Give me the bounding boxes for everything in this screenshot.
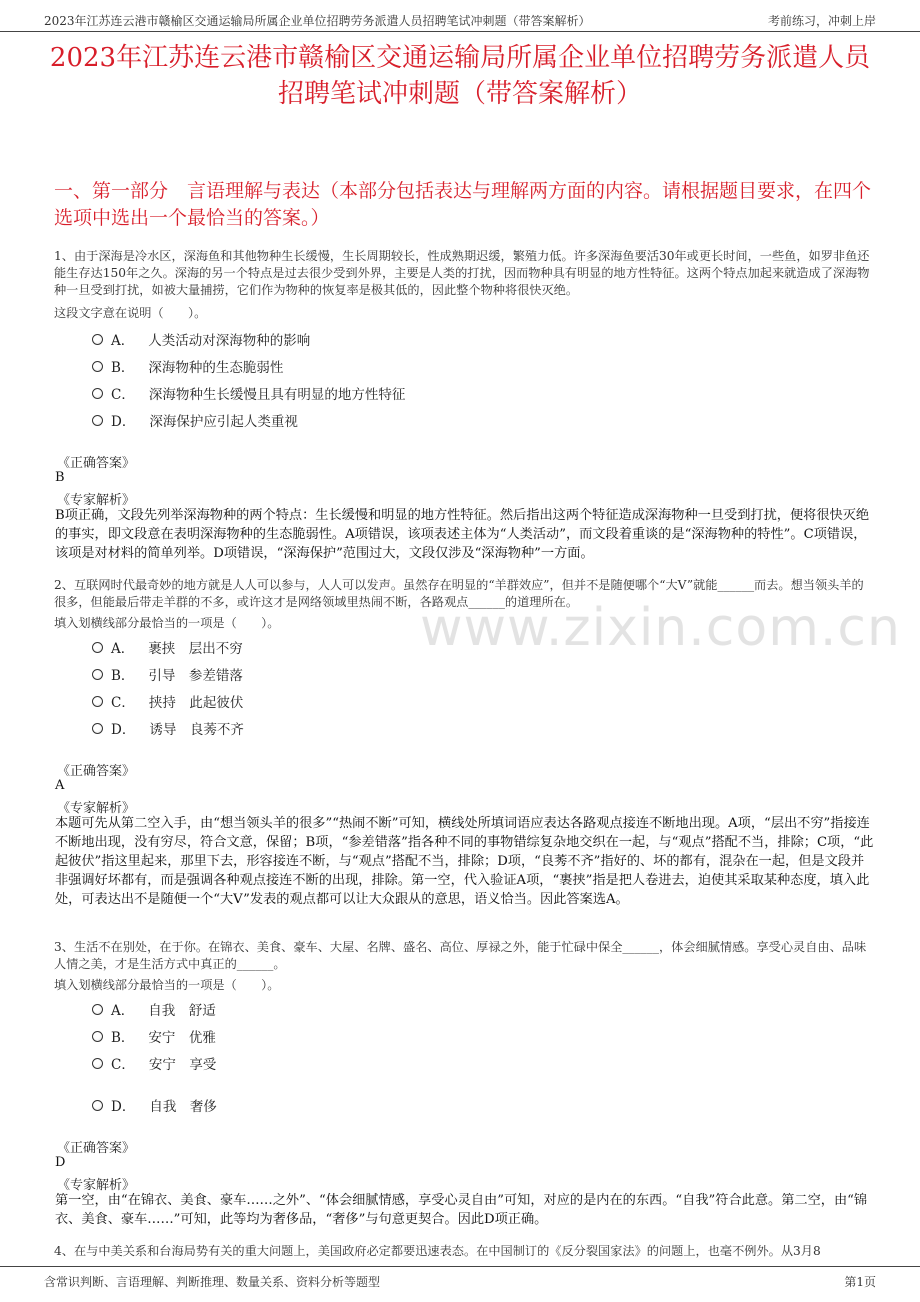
question-1-option-a[interactable]: A． 人类活动对深海物种的影响 [92,329,310,349]
question-3-analysis-label: 《专家解析》 [57,1178,136,1193]
question-1-answer-label: 《正确答案》 [57,456,136,471]
question-2-option-d[interactable]: D． 诱导 良莠不齐 [92,718,244,738]
section-heading: 一、第一部分 言语理解与表达（本部分包括表达与理解两方面的内容。请根据题目要求，在四个选项中选出一个最恰当的答案。） [54,180,872,229]
question-3-option-d[interactable]: D． 自我 奢侈 [92,1095,217,1115]
radio-icon[interactable] [92,415,103,426]
question-3-stem: 3、生活不在别处，在于你。在锦衣、美食、豪车、大屋、名牌、盛名、高位、厚禄之外，能于忙碌中保全______，体会细腻情感。享受心灵自由、品味人情之美，才是生活方式中真正的______。 [54,940,867,971]
question-3-prompt: 填入划横线部分最恰当的一项是（ ）。 [54,978,280,992]
question-3-answer-label: 《正确答案》 [57,1141,136,1156]
radio-icon[interactable] [92,388,103,399]
radio-icon[interactable] [92,696,103,707]
question-2-analysis-label: 《专家解析》 [57,801,136,816]
page-header [0,0,920,32]
header-doc-title: 2023年江苏连云港市赣榆区交通运输局所属企业单位招聘劳务派遣人员招聘笔试冲刺题（带答案解析） [44,14,591,28]
page-footer [0,1266,920,1302]
question-2-option-b[interactable]: B． 引导 参差错落 [92,664,243,684]
question-3-option-a[interactable]: A． 自我 舒适 [92,999,216,1019]
radio-icon[interactable] [92,642,103,653]
question-2-prompt: 填入划横线部分最恰当的一项是（ ）。 [54,616,280,630]
question-3-analysis: 第一空，由“在锦衣、美食、豪车……之外”、“体会细腻情感，享受心灵自由”可知，对应的是内在的东西。“自我”符合此意。第二空，由“锦衣、美食、豪车……”可知，此等均为奢侈品，“奢侈”与句意更契合。因此D项正确。 [55,1193,868,1227]
question-1-stem: 1、由于深海是冷水区，深海鱼和其他物种生长缓慢，生长周期较长，性成熟期迟缓，繁殖力低。许多深海鱼要活30年或更长时间，一些鱼，如罗非鱼还能生存达150年之久。深海的另一个特点是过去很少受到外界，主要是人类的打扰，因而物种具有明显的地方性特征。这两个特点加起来就造成了深海物种一旦受到打扰，如被大量捕捞，它们作为物种的恢复率是极其低的，因此整个物种将很快灭绝。 [54,249,870,297]
radio-icon[interactable] [92,1031,103,1042]
radio-icon[interactable] [92,1100,103,1111]
question-2-answer: A [55,778,65,793]
question-2-answer-label: 《正确答案》 [57,764,136,779]
radio-icon[interactable] [92,1004,103,1015]
radio-icon[interactable] [92,1058,103,1069]
question-3-option-b[interactable]: B． 安宁 优雅 [92,1026,216,1046]
header-slogan: 考前练习，冲刺上岸 [767,14,876,28]
radio-icon[interactable] [92,361,103,372]
radio-icon[interactable] [92,723,103,734]
question-2-option-c[interactable]: C． 挟持 此起彼伏 [92,691,243,711]
question-3-option-c[interactable]: C． 安宁 享受 [92,1053,216,1073]
question-2-analysis: 本题可先从第二空入手，由“想当领头羊的很多”“热闹不断”可知，横线处所填词语应表达各路观点接连不断地出现。A项，“层出不穷”指接连不断地出现，没有穷尽，符合文意，保留；B项，“参差错落”指各种不同的事物错综复杂地交织在一起，与“观点”搭配不当，排除；C项，“此起彼伏”指这里起来，那里下去，形容接连不断，与“观点”搭配不当，排除；D项，“良莠不齐”指好的、坏的都有，混杂在一起，但是文段并非强调好坏都有，而是强调各种观点接连不断的出现，排除。第一空，代入验证A项，“裹挟”指是把人卷进去，迫使其采取某种态度，填入此处，可表达出不是随便一个“大V”发表的观点都可以让大众跟从的意思，语义恰当。因此答案选A。 [55,816,874,907]
radio-icon[interactable] [92,669,103,680]
question-4-stem: 4、在与中美关系和台海局势有关的重大问题上，美国政府必定都要迅速表态。在中国制订的《反分裂国家法》的问题上，也毫不例外。从3月8 [54,1244,821,1258]
question-1-analysis: B项正确，文段先列举深海物种的两个特点：生长缓慢和明显的地方性特征。然后指出这两个特征造成深海物种一旦受到打扰，便将很快灭绝的事实，即文段意在表明深海物种的生态脆弱性。A项错误，该项表述主体为“人类活动”，而文段着重谈的是“深海物种的特性”。C项错误，该项是对材料的简单列举。D项错误，“深海保护”范围过大，文段仅涉及“深海物种”一方面。 [55,508,870,561]
question-2-option-a[interactable]: A． 裹挟 层出不穷 [92,637,243,657]
question-1-option-b[interactable]: B． 深海物种的生态脆弱性 [92,356,283,376]
radio-icon[interactable] [92,334,103,345]
watermark-text: www.zixin.com.cn [420,598,901,658]
question-1-option-c[interactable]: C． 深海物种生长缓慢且具有明显的地方性特征 [92,383,405,403]
page-number: 第1页 [844,1275,876,1289]
question-1-analysis-label: 《专家解析》 [57,493,136,508]
question-3-answer: D [55,1155,66,1170]
footer-topics: 含常识判断、言语理解、判断推理、数量关系、资料分析等题型 [44,1275,381,1289]
question-1-prompt: 这段文字意在说明（ ）。 [54,306,207,320]
question-1-option-d[interactable]: D． 深海保护应引起人类重视 [92,410,298,430]
page-title: 2023年江苏连云港市赣榆区交通运输局所属企业单位招聘劳务派遣人员招聘笔试冲刺题（带答案解析） [49,43,871,109]
question-2-stem: 2、互联网时代最奇妙的地方就是人人可以参与，人人可以发声。虽然存在明显的“羊群效应”，但并不是随便哪个“大V”就能______而去。想当领头羊的很多，但能最后带走羊群的不多，或许这才是网络领域里热闹不断，各路观点______的道理所在。 [54,578,864,609]
question-1-answer: B [55,470,65,485]
